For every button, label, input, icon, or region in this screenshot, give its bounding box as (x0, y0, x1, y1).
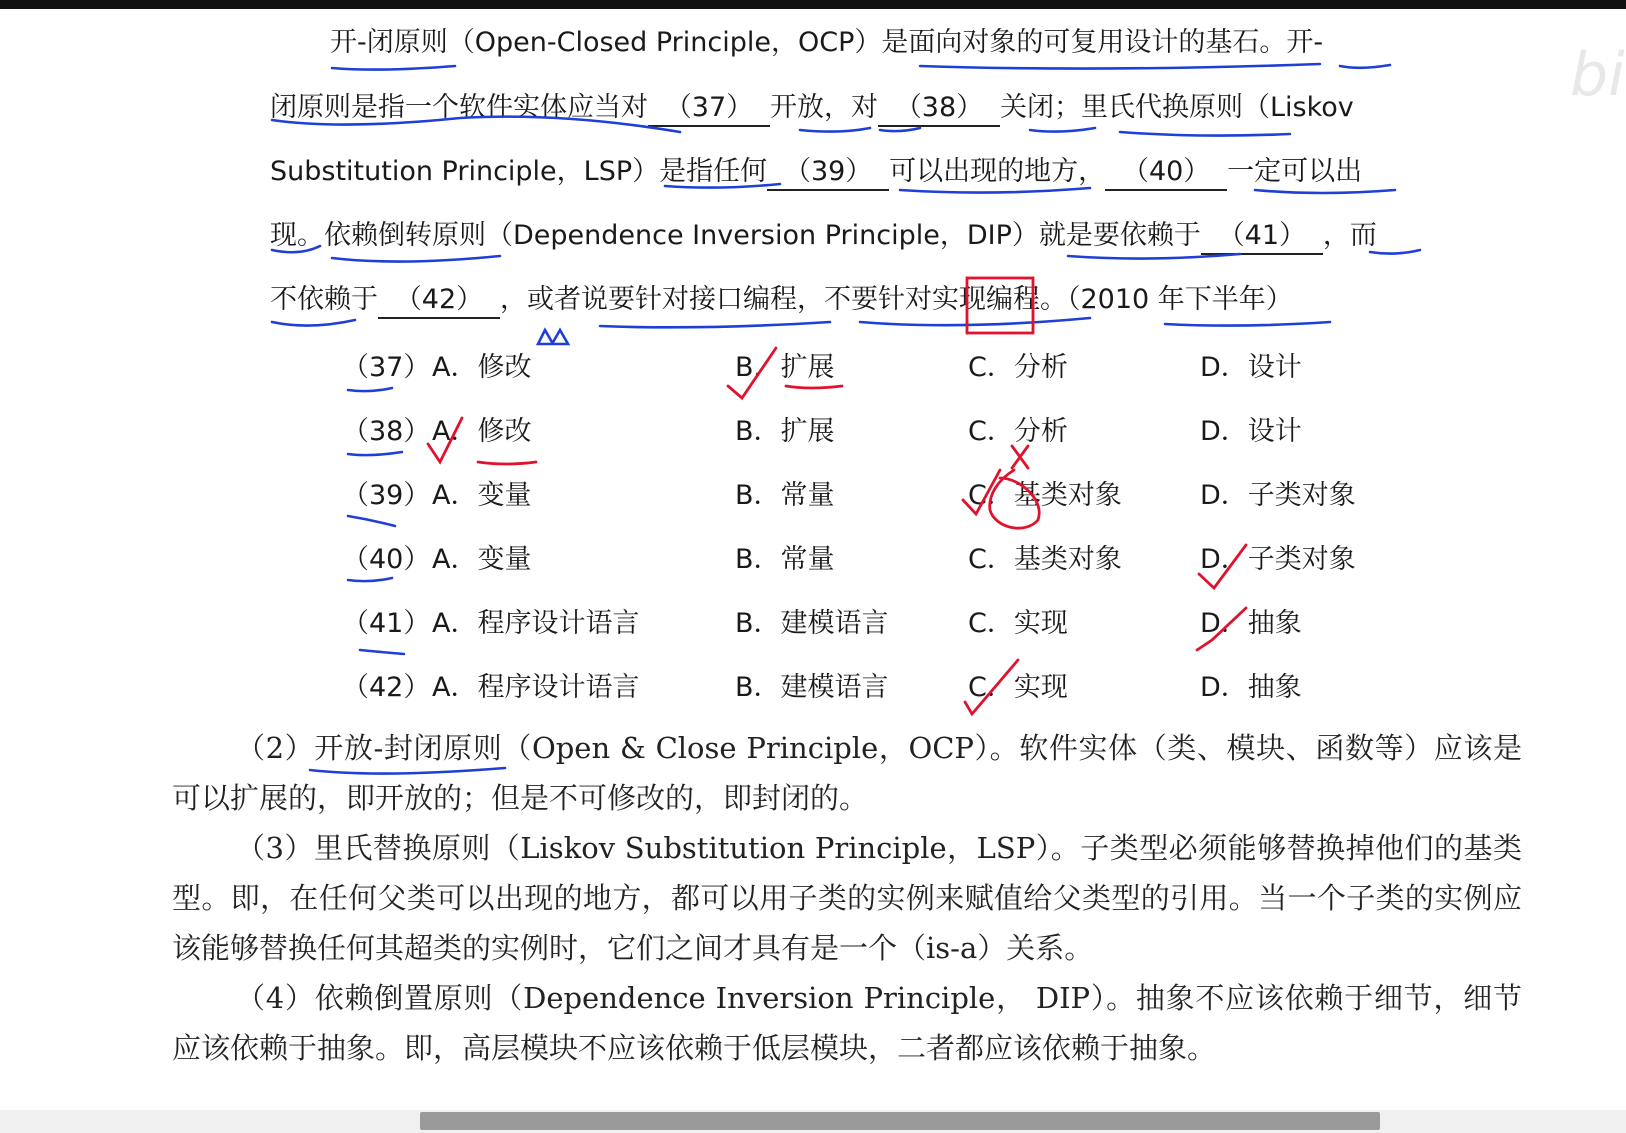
explanation-p3: （3）里氏替换原则（Liskov Substitution Principle，LSP）。子类型必须能够替换掉他们的基类型。即，在任何父类可以出现的地方，都可以用子类的实例来赋值给父类型的引用。当一个子类的实例应该能够替换任何其超类的实例时，它们之间才具有是一个（is-a）关系。 (172, 831, 1522, 965)
option-d: D．子类对象 (1200, 544, 1356, 575)
option-d: D．设计 (1200, 416, 1302, 447)
explanation (172, 723, 1522, 1073)
option-a: A．修改 (432, 416, 532, 447)
option-a: A．程序设计语言 (432, 672, 640, 703)
option-c: C．基类对象 (968, 544, 1122, 575)
explanation-p2: （2）开放-封闭原则（Open & Close Principle，OCP）。软件实体（类、模块、函数等）应该是可以扩展的，即开放的；但是不可修改的，即封闭的。 (172, 731, 1522, 815)
blank-39: （39） (767, 155, 889, 191)
ink-underline (332, 256, 500, 262)
ink-underline (1030, 128, 1095, 132)
question-line-4: 现。依赖倒转原则（Dependence Inversion Principle，DIP）就是要依赖于 （41） ，而 (270, 219, 1377, 255)
explanation-p4: （4）依赖倒置原则（Dependence Inversion Principle， DIP）。抽象不应该依赖于细节，细节应该依赖于抽象。即，高层模块不应该依赖于低层模块，二者都应该依赖于抽象。 (172, 981, 1522, 1065)
option-a: A．变量 (432, 544, 532, 575)
option-b: B．扩展 (735, 416, 835, 447)
option-a: A．变量 (432, 480, 532, 511)
question-line-3: Substitution Principle，LSP）是指任何 （39） 可以出现的地方， （40） 一定可以出 (270, 155, 1362, 191)
option-d: D．设计 (1200, 352, 1302, 383)
ink-underline (800, 128, 870, 132)
ink-cross (1012, 446, 1028, 468)
option-b: B．扩展 (735, 352, 835, 383)
option-a: A．修改 (432, 352, 532, 383)
ink-underline (348, 452, 402, 455)
option-b: B．常量 (735, 480, 835, 511)
option-c: C．分析 (968, 416, 1068, 447)
watermark-logo: bi (1570, 40, 1625, 110)
option-c: C．实现 (968, 672, 1068, 703)
ink-underline (360, 650, 404, 654)
blank-38: （38） (878, 91, 1000, 127)
blank-42: （42） (378, 283, 500, 319)
ink-underline (1370, 250, 1420, 254)
ink-underline (786, 386, 842, 388)
option-b: B．建模语言 (735, 608, 889, 639)
ink-underline (478, 462, 536, 464)
option-d: D．抽象 (1200, 608, 1302, 639)
option-d: D．抽象 (1200, 672, 1302, 703)
option-number: （40） (342, 544, 431, 575)
option-number: （42） (342, 672, 431, 703)
ink-underline (860, 318, 1090, 325)
ink-underline (1120, 132, 1290, 136)
question-line-2: 闭原则是指一个软件实体应当对 （37） 开放，对 （38） 关闭；里氏代换原则（Liskov (270, 91, 1354, 127)
option-b: B．常量 (735, 544, 835, 575)
option-number: （37） (342, 352, 431, 383)
blank-41: （41） (1201, 219, 1323, 255)
blank-40: （40） (1105, 155, 1227, 191)
option-a: A．程序设计语言 (432, 608, 640, 639)
option-number: （38） (342, 416, 431, 447)
ink-underline (348, 388, 392, 391)
scrollbar-thumb[interactable] (420, 1112, 1380, 1130)
question-line-5: 不依赖于 （42） ，或者说要针对接口编程，不要针对实现编程。（2010 年下半年） (270, 283, 1293, 319)
option-number: （39） (342, 480, 431, 511)
option-d: D．子类对象 (1200, 480, 1356, 511)
option-c: C．基类对象 (968, 480, 1122, 511)
ink-underline (600, 322, 830, 327)
ink-underline (332, 66, 455, 70)
ink-underline (348, 578, 392, 581)
option-c: C．实现 (968, 608, 1068, 639)
top-bar (0, 0, 1626, 9)
ink-underline (348, 516, 395, 526)
ink-underline (272, 320, 355, 326)
ink-underline (920, 64, 1320, 69)
ink-mark (538, 330, 568, 344)
option-c: C．分析 (968, 352, 1068, 383)
ink-underline (1340, 65, 1390, 68)
ink-underline (1165, 322, 1330, 326)
option-b: B．建模语言 (735, 672, 889, 703)
ink-underline (880, 128, 920, 131)
question-line-1: 开-闭原则（Open-Closed Principle，OCP）是面向对象的可复用设计的基石。开- (330, 27, 1324, 58)
blank-37: （37） (648, 91, 770, 127)
option-number: （41） (342, 608, 431, 639)
